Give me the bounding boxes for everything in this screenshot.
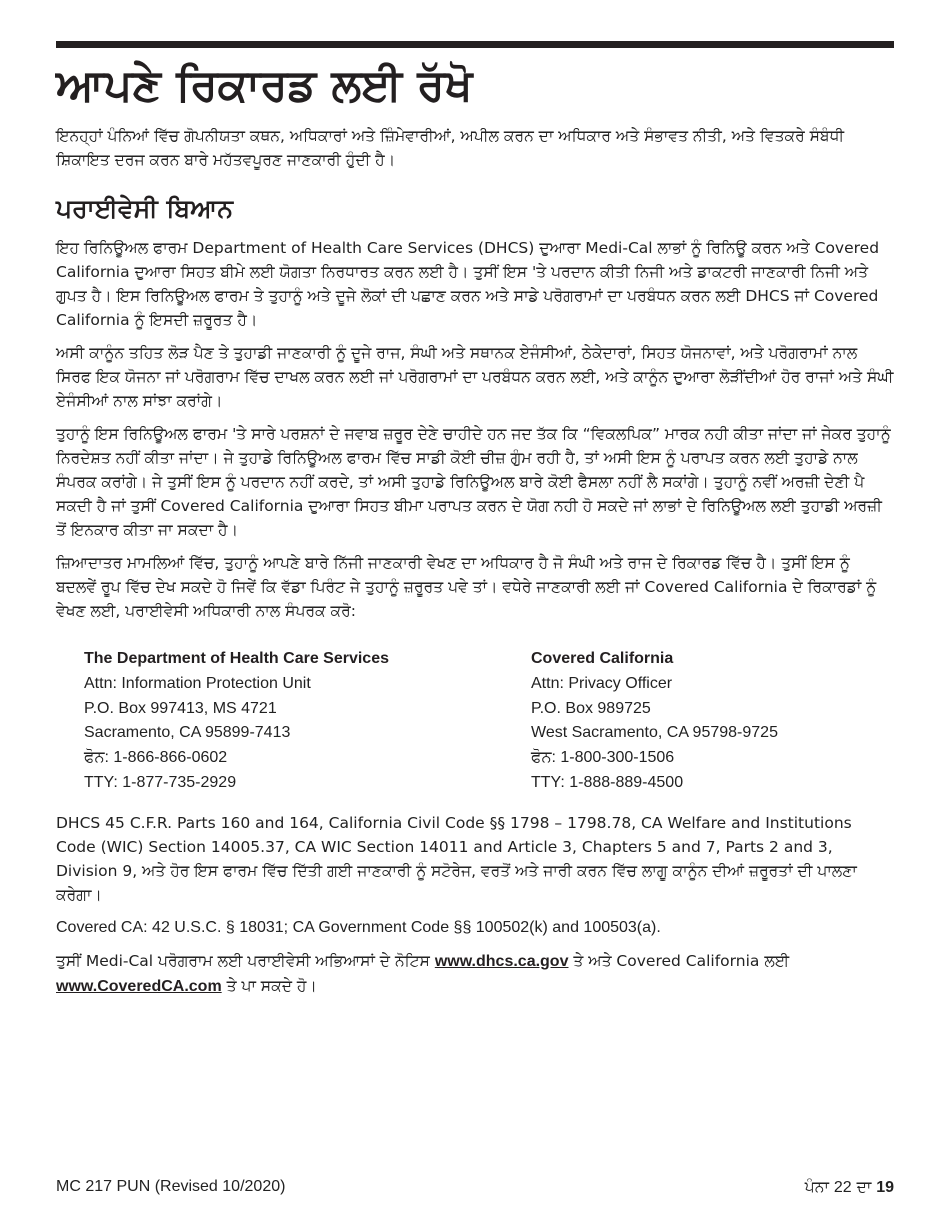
top-rule [56, 41, 894, 48]
dhcs-phone: ਫੋਨ: 1-866-866-0602 [84, 749, 228, 767]
covered-ca-legal-citation: Covered CA: 42 U.S.C. § 18031; CA Government Code §§ 100502(k) and 100503(a). [56, 919, 661, 936]
covered-ca-attn: Attn: Privacy Officer [531, 674, 673, 692]
page-title: ਆਪਣੇ ਰਿਕਾਰਡ ਲਈ ਰੱਖੋ [56, 60, 473, 111]
notice-text-3: ਤੇ ਪਾ ਸਕਦੇ ਹੋ। [221, 977, 317, 995]
of-word: ਦਾ [851, 1178, 877, 1196]
dhcs-city: Sacramento, CA 95899-7413 [84, 724, 291, 742]
legal-section [56, 811, 894, 1008]
intro-paragraph: ਇਨਹ੍ਹਾਂ ਪੰਨਿਆਂ ਵਿੱਚ ਗੋਪਨੀਯਤਾ ਕਥਨ, ਅਧਿਕਾਰਾਂ ਅਤੇ ਜ਼ਿੰਮੇਵਾਰੀਆਂ, ਅਪੀਲ ਕਰਨ ਦਾ ਅਧਿਕਾਰ ਅਤੇ ਸੰਭਾਵਤ ਨੀਤੀ, ਅਤੇ ਵਿਤਕਰੇ ਸੰਬੰਧੀ ਸ਼ਿਕਾਇਤ ਦਰਜ ਕਰਨ ਬਾਰੇ ਮਹੱਤਵਪੂਰਣ ਜਾਣਕਾਰੀ ਹੁੰਦੀ ਹੈ। [56, 127, 845, 169]
contact-addresses [84, 647, 884, 797]
dhcs-contact [84, 647, 524, 796]
page-word: ਪੰਨਾ [804, 1178, 834, 1196]
privacy-notice-paragraph [56, 949, 894, 999]
covered-ca-tty: TTY: 1-888-889-4500 [531, 773, 684, 791]
dhcs-org-name: The Department of Health Care Services [84, 650, 389, 667]
dhcs-website-link[interactable]: www.dhcs.ca.gov [434, 953, 569, 970]
privacy-paragraph-2: ਅਸੀ ਕਾਨੂੰਨ ਤਹਿਤ ਲੋੜ ਪੈਣ ਤੇ ਤੁਹਾਡੀ ਜਾਣਕਾਰੀ ਨੂੰ ਦੂਜੇ ਰਾਜ, ਸੰਘੀ ਅਤੇ ਸਥਾਨਕ ਏਜੰਸੀਆਂ, ਠੇਕੇਦਾਰਾਂ, ਸਿਹਤ ਯੋਜਨਾਵਾਂ, ਅਤੇ ਪਰੋਗਰਾਮਾਂ ਨਾਲ ਸਿਰਫ ਇਕ ਯੋਜਨਾ ਜਾਂ ਪਰੋਗਰਾਮ ਵਿੱਚ ਦਾਖਲ ਕਰਨ ਲਈ ਜਾਂ ਪਰੋਗਰਾਮਾਂ ਦਾ ਪਰਬੰਧਨ ਕਰਨ ਲਈ, ਅਤੇ ਕਾਨੂੰਨ ਦੁਆਰਾ ਲੋੜੀਂਦੀਆਂ ਹੋਰ ਰਾਜਾਂ ਅਤੇ ਸੰਘੀ ਏਜੰਸੀਆਂ ਨਾਲ ਸਾਂਝਾ ਕਰਾਂਗੇ। [56, 344, 894, 410]
page-total: 19 [876, 1179, 894, 1196]
notice-text-2: ਤੇ ਅਤੇ Covered California ਲਈ [568, 952, 790, 970]
dhcs-po-box: P.O. Box 997413, MS 4721 [84, 699, 277, 717]
covered-ca-po-box: P.O. Box 989725 [531, 699, 651, 717]
notice-text-1: ਤੁਸੀਂ Medi-Cal ਪਰੋਗਰਾਮ ਲਈ ਪਰਾਈਵੇਸੀ ਅਭਿਆਸਾਂ ਦੇ ਨੋਟਿਸ [56, 952, 435, 970]
privacy-paragraph-4: ਜ਼ਿਆਦਾਤਰ ਮਾਮਲਿਆਂ ਵਿੱਚ, ਤੁਹਾਨੂੰ ਆਪਣੇ ਬਾਰੇ ਨਿੱਜੀ ਜਾਣਕਾਰੀ ਵੇਖਣ ਦਾ ਅਧਿਕਾਰ ਹੈ ਜੋ ਸੰਘੀ ਅਤੇ ਰਾਜ ਦੇ ਰਿਕਾਰਡ ਵਿੱਚ ਹੈ। ਤੁਸੀਂ ਇਸ ਨੂੰ ਬਦਲਵੇਂ ਰੂਪ ਵਿੱਚ ਦੇਖ ਸਕਦੇ ਹੋ ਜਿਵੇਂ ਕਿ ਵੱਡਾ ਪਿਰੰਟ ਜੇ ਤੁਹਾਨੂੰ ਜ਼ਰੂਰਤ ਪਵੇ ਤਾਂ। ਵਧੇਰੇ ਜਾਣਕਾਰੀ ਲਈ ਜਾਂ Covered California ਦੇ ਰਿਕਾਰਡਾਂ ਨੂੰ ਵੇਖਣ ਲਈ, ਪਰਾਈਵੇਸੀ ਅਧਿਕਾਰੀ ਨਾਲ ਸੰਪਰਕ ਕਰੋ: [56, 554, 877, 620]
dhcs-attn: Attn: Information Protection Unit [84, 674, 311, 692]
dhcs-tty: TTY: 1-877-735-2929 [84, 773, 237, 791]
privacy-heading: ਪਰਾਈਵੇਸੀ ਬਿਆਨ [56, 194, 233, 223]
privacy-paragraph-1: ਇਹ ਰਿਨਿਊਅਲ ਫਾਰਮ Department of Health Care Services (DHCS) ਦੁਆਰਾ Medi-Cal ਲਾਭਾਂ ਨੂੰ ਰਿਨਿਊ ਕਰਨ ਅਤੇ Covered California ਦੁਆਰਾ ਸਿਹਤ ਬੀਮੇ ਲਈ ਯੋਗਤਾ ਨਿਰਧਾਰਤ ਕਰਨ ਲਈ ਹੈ। ਤੁਸੀਂ ਇਸ 'ਤੇ ਪਰਦਾਨ ਕੀਤੀ ਨਿਜੀ ਅਤੇ ਡਾਕਟਰੀ ਜਾਣਕਾਰੀ ਨਿਜੀ ਅਤੇ ਗੁਪਤ ਹੈ। ਇਸ ਰਿਨਿਊਅਲ ਫਾਰਮ ਤੇ ਤੁਹਾਨੂੰ ਅਤੇ ਦੂਜੇ ਲੋਕਾਂ ਦੀ ਪਛਾਣ ਕਰਨ ਅਤੇ ਸਾਡੇ ਪਰੋਗਰਾਮਾਂ ਦਾ ਪਰਬੰਧਨ ਕਰਨ ਲਈ DHCS ਜਾਂ Covered California ਨੂੰ ਇਸਦੀ ਜ਼ਰੂਰਤ ਹੈ। [56, 239, 880, 329]
page-number [805, 1178, 894, 1197]
covered-ca-city: West Sacramento, CA 95798-9725 [531, 724, 778, 742]
dhcs-legal-citation: DHCS 45 C.F.R. Parts 160 and 164, California Civil Code §§ 1798 – 1798.78, CA Welfare and Institutions Code (WIC) Section 14005.37, CA WIC Section 14011 and Article 3, Chapters 5 and 7, Parts 2 and 3, Division 9, ਅਤੇ ਹੋਰ ਇਸ ਫਾਰਮ ਵਿੱਚ ਦਿੱਤੀ ਗਈ ਜਾਣਕਾਰੀ ਨੂੰ ਸਟੋਰੇਜ, ਵਰਤੋਂ ਅਤੇ ਜਾਰੀ ਕਰਨ ਵਿੱਚ ਲਾਗੂ ਕਾਨੂੰਨ ਦੀਆਂ ਜ਼ਰੂਰਤਾਂ ਦੀ ਪਾਲਣਾ ਕਰੇਗਾ। [56, 814, 857, 904]
privacy-paragraph-3: ਤੁਹਾਨੂੰ ਇਸ ਰਿਨਿਊਅਲ ਫਾਰਮ 'ਤੇ ਸਾਰੇ ਪਰਸ਼ਨਾਂ ਦੇ ਜਵਾਬ ਜ਼ਰੂਰ ਦੇਣੇ ਚਾਹੀਦੇ ਹਨ ਜਦ ਤੱਕ ਕਿ “ਵਿਕਲਪਿਕ” ਮਾਰਕ ਨਹੀ ਕੀਤਾ ਜਾਂਦਾ ਜਾਂ ਜੇਕਰ ਤੁਹਾਨੂੰ ਨਿਰਦੇਸ਼ਤ ਨਹੀਂ ਕੀਤਾ ਜਾਂਦਾ। ਜੇ ਤੁਹਾਡੇ ਰਿਨਿਊਅਲ ਫਾਰਮ ਵਿੱਚ ਸਾਡੀ ਕੋਈ ਚੀਜ਼ ਗੁੰਮ ਰਹੀ ਹੈ, ਤਾਂ ਅਸੀ ਇਸ ਨੂੰ ਪਰਾਪਤ ਕਰਨ ਲਈ ਤੁਹਾਡੇ ਨਾਲ ਸੰਪਰਕ ਕਰਾਂਗੇ। ਜੇ ਤੁਸੀਂ ਇਸ ਨੂੰ ਪਰਦਾਨ ਨਹੀਂ ਕਰਦੇ, ਤਾਂ ਅਸੀ ਤੁਹਾਡੇ ਰਿਨਿਊਅਲ ਬਾਰੇ ਕੋਈ ਫੈਸਲਾ ਨਹੀਂ ਲੈ ਸਕਾਂਗੇ। ਤੁਹਾਨੂੰ ਨਵੀਂ ਅਰਜ਼ੀ ਦੇਣੀ ਪੈ ਸਕਦੀ ਹੈ ਜਾਂ ਤੁਸੀਂ Covered California ਦੁਆਰਾ ਸਿਹਤ ਬੀਮਾ ਪਰਾਪਤ ਕਰਨ ਦੇ ਯੋਗ ਨਹੀ ਹੋ ਸਕਦੇ ਜਾਂ ਲਾਭਾਂ ਦੇ ਰਿਨਿਊਅਲ ਲਈ ਤੁਹਾਡੀ ਅਰਜ਼ੀ ਤੋਂ ਇਨਕਾਰ ਕੀਤਾ ਜਾ ਸਕਦਾ ਹੈ। [56, 425, 891, 539]
covered-ca-org-name: Covered California [531, 650, 674, 667]
form-identifier: MC 217 PUN (Revised 10/2020) [56, 1178, 286, 1195]
covered-ca-phone: ਫੋਨ: 1-800-300-1506 [531, 749, 675, 767]
covered-ca-website-link[interactable]: www.CoveredCA.com [56, 978, 222, 995]
privacy-body [56, 236, 894, 632]
page-current: 22 [833, 1179, 852, 1196]
covered-ca-contact [531, 647, 950, 796]
